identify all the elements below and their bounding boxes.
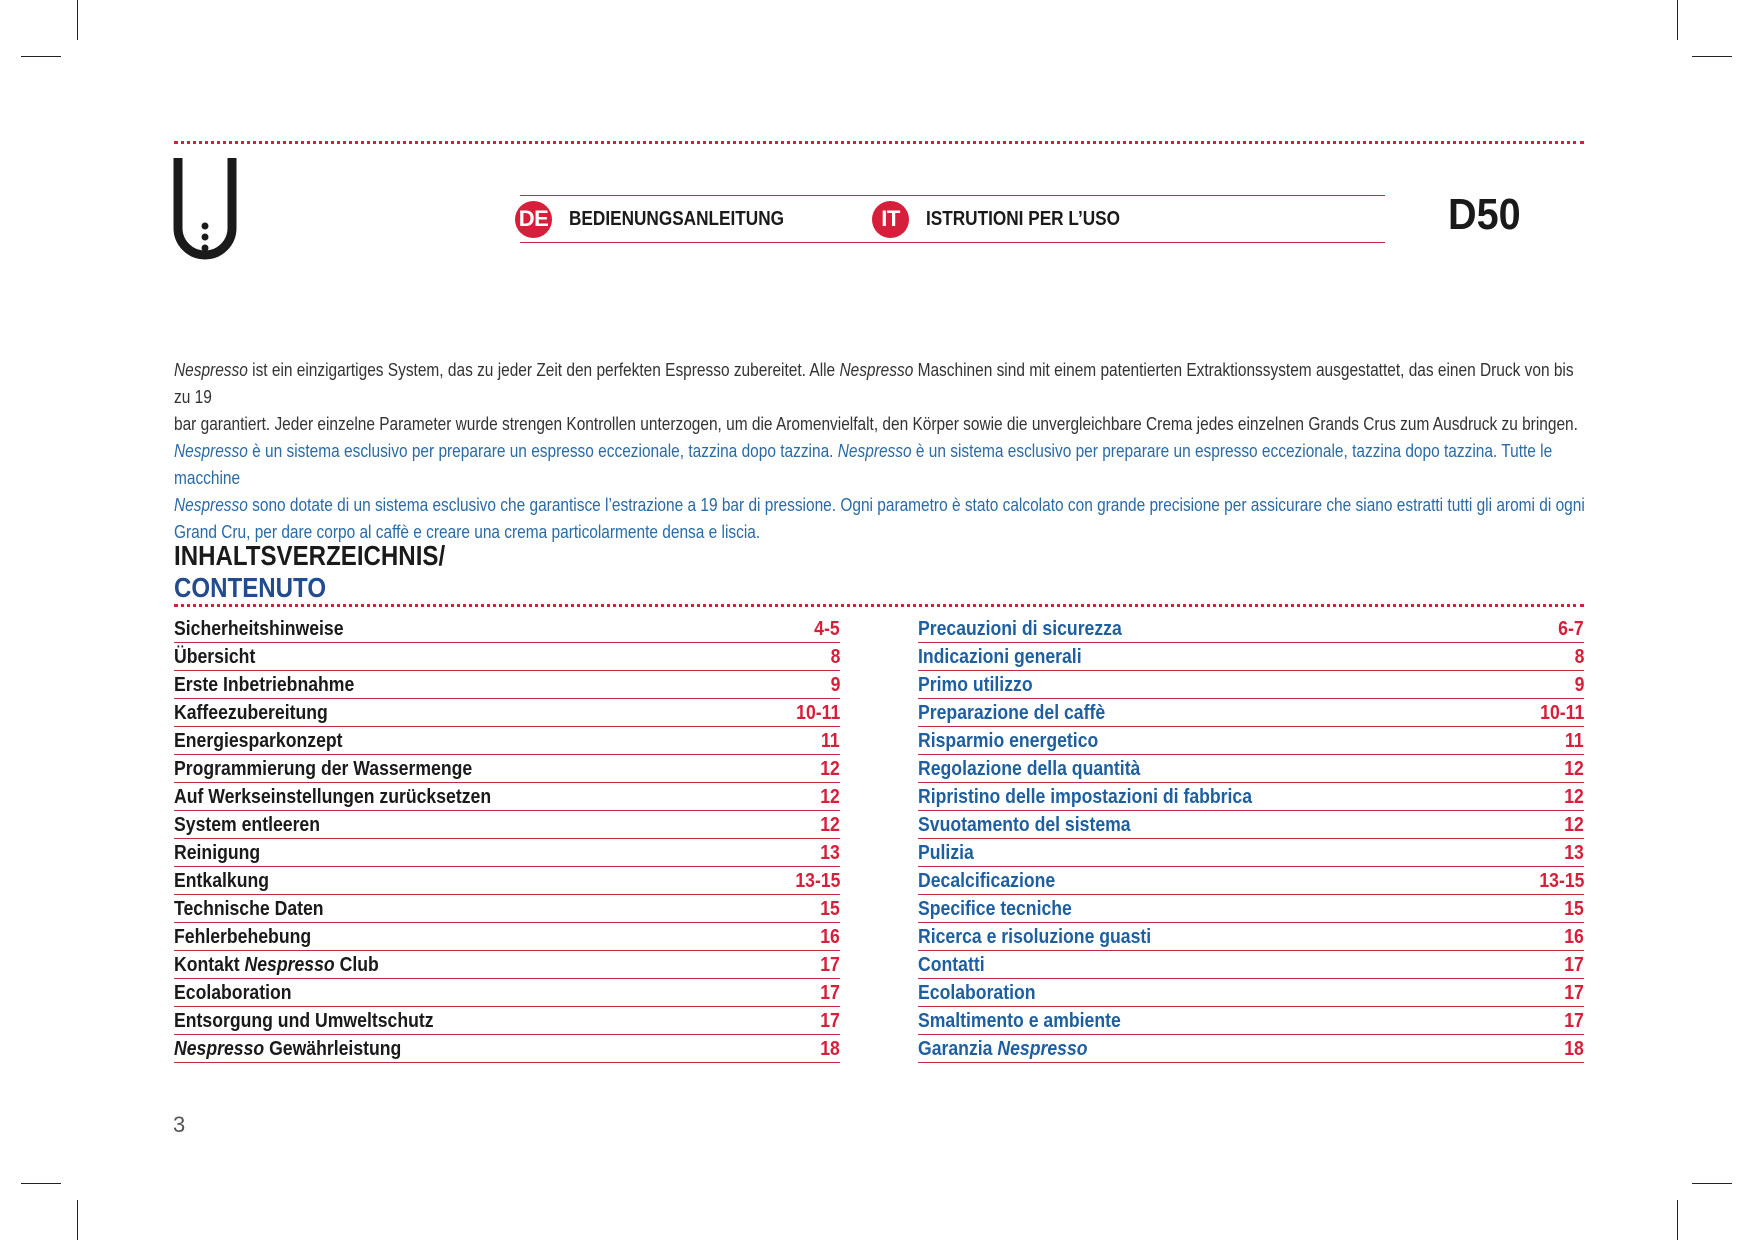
toc-entry-title: Programmierung der Wassermenge bbox=[174, 757, 473, 780]
toc-entry-title: Primo utilizzo bbox=[918, 673, 1033, 696]
toc-entry[interactable] bbox=[174, 700, 840, 727]
crop-mark bbox=[1692, 1183, 1732, 1184]
toc-entry[interactable] bbox=[174, 672, 840, 699]
toc-german bbox=[174, 616, 840, 1064]
brand-name: Nespresso bbox=[174, 359, 248, 380]
toc-entry-page: 12 bbox=[1564, 785, 1584, 808]
brand-name: Nespresso bbox=[244, 953, 335, 976]
toc-entry[interactable] bbox=[174, 868, 840, 895]
toc-entry-page: 17 bbox=[1564, 1009, 1584, 1032]
toc-entry-title: Ricerca e risoluzione guasti bbox=[918, 925, 1152, 948]
toc-entry-title: Specifice tecniche bbox=[918, 897, 1072, 920]
model-name: D50 bbox=[1448, 190, 1521, 239]
toc-entry[interactable] bbox=[918, 728, 1584, 755]
toc-entry-title: Regolazione della quantità bbox=[918, 757, 1141, 780]
toc-entry[interactable] bbox=[918, 700, 1584, 727]
toc-entry-title: Fehlerbehebung bbox=[174, 925, 312, 948]
toc-entry[interactable] bbox=[174, 980, 840, 1007]
toc-entry-title bbox=[918, 1037, 1088, 1061]
toc-entry-page: 12 bbox=[1564, 757, 1584, 780]
toc-entry[interactable] bbox=[918, 784, 1584, 811]
toc-entry-page: 11 bbox=[821, 729, 840, 752]
toc-entry-title bbox=[174, 953, 379, 977]
top-dotted-rule bbox=[174, 141, 1584, 144]
brand-name: Nespresso bbox=[174, 494, 248, 515]
toc-entry[interactable] bbox=[918, 756, 1584, 783]
toc-entry[interactable] bbox=[918, 868, 1584, 895]
crop-mark bbox=[1677, 0, 1678, 40]
toc-entry[interactable] bbox=[174, 840, 840, 867]
toc-entry[interactable] bbox=[174, 896, 840, 923]
language-it bbox=[872, 202, 1152, 236]
language-band bbox=[520, 195, 1385, 243]
toc-entry-title: Indicazioni generali bbox=[918, 645, 1082, 668]
toc-entry-page: 17 bbox=[820, 981, 840, 1004]
toc-entry-title: Smaltimento e ambiente bbox=[918, 1009, 1121, 1032]
toc-entry[interactable] bbox=[174, 812, 840, 839]
crop-mark bbox=[77, 0, 78, 40]
toc-entry-page: 17 bbox=[820, 953, 840, 976]
brand-name: Nespresso bbox=[174, 440, 248, 461]
intro-it-line-3: Grand Cru, per dare corpo al caffè e creare una crema particolarmente densa e liscia. bbox=[174, 521, 761, 542]
toc-entry-page: 12 bbox=[1564, 813, 1584, 836]
toc-entry-title: Ecolaboration bbox=[918, 981, 1036, 1004]
toc-entry-title-part: Garanzia bbox=[918, 1037, 998, 1060]
toc-entry-title: Pulizia bbox=[918, 841, 974, 864]
intro-text-span: ist ein einzigartiges System, das zu jeder Zeit den perfekten Espresso zubereitet. Alle bbox=[247, 359, 840, 380]
toc-entry[interactable] bbox=[918, 840, 1584, 867]
toc-entry[interactable] bbox=[918, 952, 1584, 979]
toc-entry[interactable] bbox=[174, 1036, 840, 1063]
toc-entry-page: 12 bbox=[820, 785, 840, 808]
intro-it-line-2 bbox=[174, 491, 1594, 518]
toc-entry-title: Ripristino delle impostazioni di fabbrica bbox=[918, 785, 1253, 808]
crop-mark bbox=[1692, 56, 1732, 57]
toc-entry[interactable] bbox=[918, 616, 1584, 643]
toc-entry[interactable] bbox=[918, 896, 1584, 923]
intro-de-line-2: bar garantiert. Jeder einzelne Parameter wurde strengen Kontrollen unterzogen, um die Aromenvielfalt, den Körper sowie die unvergleichbare Crema jedes einzelnen Grands Crus zum Ausdruck zu bringen. bbox=[174, 413, 1578, 434]
language-badge-de: DE bbox=[515, 201, 552, 238]
intro-text-span: è un sistema esclusivo per preparare un espresso eccezionale, tazzina dopo tazzina. bbox=[247, 440, 838, 461]
toc-entry[interactable] bbox=[918, 672, 1584, 699]
toc-entry-page: 16 bbox=[1564, 925, 1584, 948]
toc-entry-title: Übersicht bbox=[174, 645, 256, 668]
toc-entry-page: 17 bbox=[820, 1009, 840, 1032]
toc-entry[interactable] bbox=[174, 756, 840, 783]
toc-entry[interactable] bbox=[174, 728, 840, 755]
toc-entry-page: 16 bbox=[820, 925, 840, 948]
toc-entry-title: Kaffeezubereitung bbox=[174, 701, 328, 724]
toc-entry-title: Contatti bbox=[918, 953, 985, 976]
toc-entry-title-part: Kontakt bbox=[174, 953, 245, 976]
toc-entry-page: 11 bbox=[1565, 729, 1584, 752]
toc-entry-title: Sicherheitshinweise bbox=[174, 617, 344, 640]
toc-entry-title: Risparmio energetico bbox=[918, 729, 1099, 752]
brand-name: Nespresso bbox=[839, 359, 914, 380]
toc-title bbox=[174, 540, 445, 604]
intro-de-line-1 bbox=[174, 356, 1594, 410]
toc-entry-page: 13 bbox=[1564, 841, 1584, 864]
toc-entry[interactable] bbox=[174, 924, 840, 951]
toc-entry-page: 9 bbox=[830, 673, 840, 696]
toc-entry-page: 10-11 bbox=[795, 701, 840, 724]
toc-entry-page: 10-11 bbox=[1539, 701, 1584, 724]
toc-entry-page: 4-5 bbox=[814, 617, 840, 640]
toc-entry-title-part: Gewährleistung bbox=[264, 1037, 402, 1060]
toc-entry-page: 15 bbox=[820, 897, 840, 920]
crop-mark bbox=[1677, 1200, 1678, 1240]
language-label-de: BEDIENUNGSANLEITUNG bbox=[569, 207, 785, 230]
crop-mark bbox=[77, 1200, 78, 1240]
toc-entry-page: 13-15 bbox=[794, 869, 840, 892]
toc-entry-title: Erste Inbetriebnahme bbox=[174, 673, 355, 696]
toc-entry[interactable] bbox=[918, 980, 1584, 1007]
toc-entry-title: Ecolaboration bbox=[174, 981, 292, 1004]
toc-dotted-rule bbox=[174, 604, 1584, 607]
intro-text-span: è un sistema esclusivo per preparare un espresso eccezionale, tazzina dopo tazzina. Tutte le macchine bbox=[174, 440, 1553, 488]
toc-entry-title: Precauzioni di sicurezza bbox=[918, 617, 1122, 640]
language-label-it: ISTRUTIONI PER L’USO bbox=[926, 207, 1120, 230]
toc-entry-page: 18 bbox=[820, 1037, 840, 1060]
toc-entry-title-part: Club bbox=[334, 953, 379, 976]
crop-mark bbox=[21, 56, 61, 57]
toc-entry[interactable] bbox=[918, 1008, 1584, 1035]
toc-entry-title: System entleeren bbox=[174, 813, 321, 836]
page-number: 3 bbox=[173, 1112, 186, 1137]
toc-entry-page: 18 bbox=[1564, 1037, 1584, 1060]
toc-entry-page: 6-7 bbox=[1558, 617, 1584, 640]
toc-entry-title bbox=[174, 1037, 401, 1061]
toc-entry-title: Entsorgung und Umweltschutz bbox=[174, 1009, 434, 1032]
toc-entry[interactable] bbox=[174, 784, 840, 811]
toc-entry-title: Svuotamento del sistema bbox=[918, 813, 1131, 836]
toc-entry[interactable] bbox=[918, 644, 1584, 671]
crop-mark bbox=[21, 1183, 61, 1184]
toc-entry[interactable] bbox=[918, 924, 1584, 951]
intro-text-span: sono dotate di un sistema esclusivo che garantisce l’estrazione a 19 bar di pressione. Ogni parametro è stato calcolato con grande precisione per assicurare che siano estratti tutti gli aromi di ogni bbox=[247, 494, 1585, 515]
toc-entry[interactable] bbox=[918, 1036, 1584, 1063]
toc-entry-page: 8 bbox=[830, 645, 840, 668]
toc-entry-page: 12 bbox=[820, 813, 840, 836]
brand-name: Nespresso bbox=[837, 440, 912, 461]
toc-entry-page: 13 bbox=[820, 841, 840, 864]
toc-entry-page: 17 bbox=[1564, 981, 1584, 1004]
toc-entry[interactable] bbox=[174, 644, 840, 671]
toc-entry-title: Decalcificazione bbox=[918, 869, 1056, 892]
toc-entry-page: 17 bbox=[1564, 953, 1584, 976]
language-de bbox=[515, 202, 819, 236]
toc-entry-page: 15 bbox=[1564, 897, 1584, 920]
toc-entry-page: 13-15 bbox=[1538, 869, 1584, 892]
toc-entry[interactable] bbox=[174, 616, 840, 643]
toc-italian bbox=[918, 616, 1584, 1064]
machine-logo-icon bbox=[170, 158, 240, 274]
toc-entry-page: 9 bbox=[1574, 673, 1584, 696]
toc-entry[interactable] bbox=[918, 812, 1584, 839]
toc-entry[interactable] bbox=[174, 1008, 840, 1035]
toc-title-it: CONTENUTO bbox=[174, 572, 327, 603]
toc-title-de: INHALTSVERZEICHNIS/ bbox=[174, 540, 446, 571]
toc-entry-title: Auf Werkseinstellungen zurücksetzen bbox=[174, 785, 492, 808]
intro-text-span: Maschinen sind mit einem patentierten Extraktionssystem ausgestattet, das einen Druck von bis zu 19 bbox=[174, 359, 1574, 407]
toc-entry-title: Energiesparkonzept bbox=[174, 729, 343, 752]
toc-entry-title: Entkalkung bbox=[174, 869, 270, 892]
toc-entry-page: 8 bbox=[1574, 645, 1584, 668]
toc-entry-title: Preparazione del caffè bbox=[918, 701, 1106, 724]
intro-it-line-1 bbox=[174, 437, 1594, 491]
toc-entry[interactable] bbox=[174, 952, 840, 979]
toc-entry-title: Technische Daten bbox=[174, 897, 324, 920]
toc-entry-title: Reinigung bbox=[174, 841, 261, 864]
toc-entry-page: 12 bbox=[820, 757, 840, 780]
intro-text bbox=[174, 356, 1594, 545]
language-badge-it: IT bbox=[872, 201, 909, 238]
brand-name: Nespresso bbox=[997, 1037, 1088, 1060]
brand-name: Nespresso bbox=[174, 1037, 265, 1060]
